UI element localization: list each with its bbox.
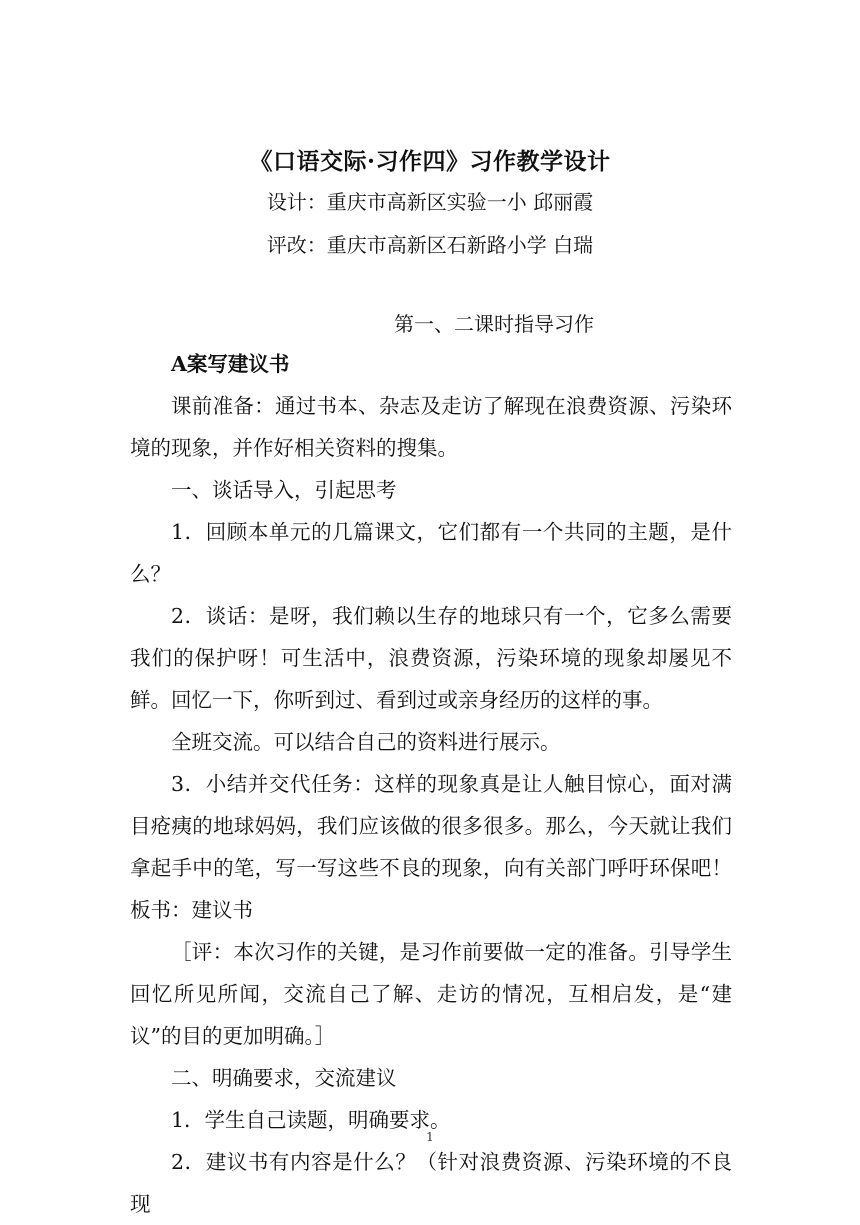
paragraph-class-exchange: 全班交流。可以结合自己的资料进行展示。 xyxy=(171,730,561,754)
heading-part-one: 一、谈话导入，引起思考 xyxy=(171,478,397,502)
reviser-line: 评改：重庆市高新区石新路小学 白瑞 xyxy=(266,233,594,257)
heading-part-two: 二、明确要求，交流建议 xyxy=(171,1066,397,1090)
paragraph-part-two-step-1: 1．学生自己读题，明确要求。 xyxy=(171,1108,451,1132)
section-title: A案写建议书 xyxy=(171,352,290,376)
document-body xyxy=(130,343,732,1225)
page-number: 1 xyxy=(426,1130,434,1144)
paragraph-step-1: 1．回顾本单元的几篇课文，它们都有一个共同的主题，是什么？ xyxy=(130,520,732,586)
paragraph-preparation: 课前准备：通过书本、杂志及走访了解现在浪费资源、污染环境的现象，并作好相关资料的搜集。 xyxy=(130,394,732,460)
document-title: 《口语交际·习作四》习作教学设计 xyxy=(249,148,611,175)
designer-line: 设计：重庆市高新区实验一小 邱丽霞 xyxy=(266,190,594,214)
paragraph-comment: ［评：本次习作的关键，是习作前要做一定的准备。引导学生回忆所见所闻，交流自己了解、走访的情况，互相启发，是“建议”的目的更加明确。］ xyxy=(130,940,732,1048)
lesson-heading: 第一、二课时指导习作 xyxy=(394,312,594,336)
paragraph-step-2: 2．谈话：是呀，我们赖以生存的地球只有一个，它多么需要我们的保护呀！可生活中，浪费资源，污染环境的现象却屡见不鲜。回忆一下，你听到过、看到过或亲身经历的这样的事。 xyxy=(130,604,732,712)
paragraph-part-two-step-2: 2．建议书有内容是什么？（针对浪费资源、污染环境的不良现 xyxy=(130,1150,732,1216)
paragraph-step-3: 3．小结并交代任务：这样的现象真是让人触目惊心，面对满目疮痍的地球妈妈，我们应该做的很多很多。那么，今天就让我们拿起手中的笔，写一写这些不良的现象，向有关部门呼吁环保吧！板书：建议书 xyxy=(130,772,732,922)
